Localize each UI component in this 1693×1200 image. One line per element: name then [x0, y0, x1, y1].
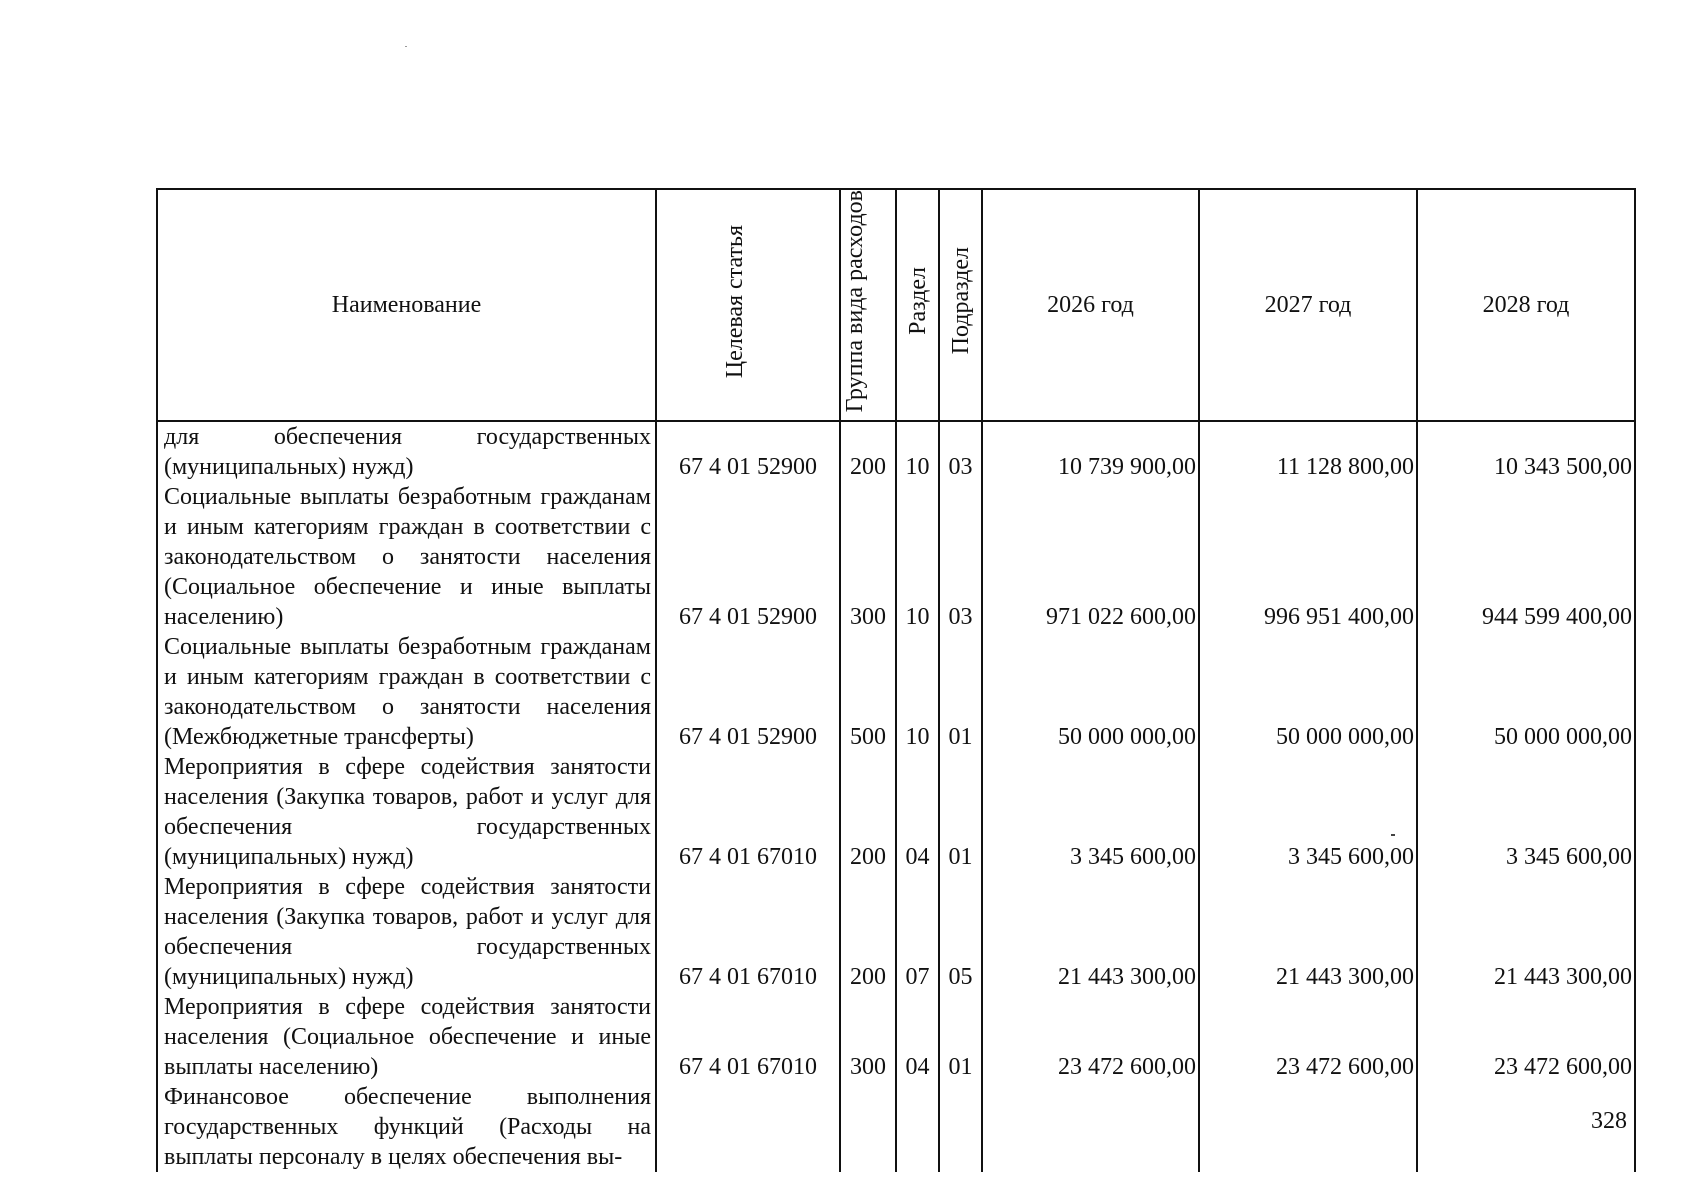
row-amount-2027	[1199, 1082, 1417, 1172]
row-amount-2028: 10 343 500,00	[1417, 421, 1635, 482]
row-expense-group: 200	[840, 752, 896, 872]
table-row	[157, 872, 1635, 992]
row-amount-2026: 21 443 300,00	[982, 872, 1199, 992]
row-amount-2028: 3 345 600,00	[1417, 752, 1635, 872]
header-subsection: Подраздел	[939, 189, 982, 421]
row-subsection: 01	[939, 632, 982, 752]
table-row	[157, 632, 1635, 752]
row-amount-2027: 11 128 800,00	[1199, 421, 1417, 482]
row-section: 04	[896, 992, 939, 1082]
row-amount-2027: 21 443 300,00	[1199, 872, 1417, 992]
budget-table	[156, 188, 1636, 1172]
header-expense-group: Группа вида расходов	[840, 189, 896, 421]
row-amount-2026: 971 022 600,00	[982, 482, 1199, 632]
row-section: 04	[896, 752, 939, 872]
table-row	[157, 992, 1635, 1082]
row-amount-2027: 3 345 600,00	[1199, 752, 1417, 872]
row-name: Мероприятия в сфере содействия занятости населения (Закупка товаров, работ и услуг для обеспечения государственных (муниципальных) нужд)	[157, 872, 656, 992]
row-expense-group: 200	[840, 872, 896, 992]
row-expense-group: 500	[840, 632, 896, 752]
page-number: 328	[1591, 1108, 1627, 1134]
header-2027: 2027 год	[1199, 189, 1417, 421]
row-section: 10	[896, 632, 939, 752]
row-amount-2026: 23 472 600,00	[982, 992, 1199, 1082]
scan-speck	[405, 46, 407, 47]
table-row	[157, 752, 1635, 872]
row-name: Финансовое обеспечение выполнения государственных функций (Расходы на выплаты персоналу в целях обеспечения вы-	[157, 1082, 656, 1172]
header-2026: 2026 год	[982, 189, 1199, 421]
scan-mark	[1391, 834, 1395, 836]
row-target-article: 67 4 01 67010	[656, 872, 840, 992]
row-amount-2026: 50 000 000,00	[982, 632, 1199, 752]
row-amount-2028: 944 599 400,00	[1417, 482, 1635, 632]
row-subsection: 03	[939, 421, 982, 482]
row-target-article: 67 4 01 67010	[656, 752, 840, 872]
row-section: 10	[896, 421, 939, 482]
row-target-article: 67 4 01 52900	[656, 632, 840, 752]
header-2028: 2028 год	[1417, 189, 1635, 421]
row-subsection: 03	[939, 482, 982, 632]
row-subsection	[939, 1082, 982, 1172]
row-amount-2028: 50 000 000,00	[1417, 632, 1635, 752]
table-row	[157, 482, 1635, 632]
row-amount-2028: 23 472 600,00	[1417, 992, 1635, 1082]
row-name: Мероприятия в сфере содействия занятости населения (Социальное обеспечение и иные выплаты населению)	[157, 992, 656, 1082]
row-section: 07	[896, 872, 939, 992]
row-name: Мероприятия в сфере содействия занятости населения (Закупка товаров, работ и услуг для обеспечения государственных (муниципальных) нужд)	[157, 752, 656, 872]
row-subsection: 05	[939, 872, 982, 992]
row-expense-group: 300	[840, 482, 896, 632]
row-amount-2027: 996 951 400,00	[1199, 482, 1417, 632]
row-target-article	[656, 1082, 840, 1172]
table-row-continued	[157, 1082, 1635, 1172]
row-subsection: 01	[939, 752, 982, 872]
row-amount-2026	[982, 1082, 1199, 1172]
row-name: Социальные выплаты безработным гражданам и иным категориям граждан в соответствии с законодательством о занятости населения (Межбюджетные трансферты)	[157, 632, 656, 752]
row-amount-2028: 21 443 300,00	[1417, 872, 1635, 992]
row-amount-2026: 10 739 900,00	[982, 421, 1199, 482]
row-amount-2027: 50 000 000,00	[1199, 632, 1417, 752]
row-amount-2026: 3 345 600,00	[982, 752, 1199, 872]
row-name: Социальные выплаты безработным гражданам и иным категориям граждан в соответствии с законодательством о занятости населения (Социальное обеспечение и иные выплаты населению)	[157, 482, 656, 632]
row-expense-group: 200	[840, 421, 896, 482]
row-target-article: 67 4 01 52900	[656, 421, 840, 482]
table-header-row	[157, 189, 1635, 421]
row-amount-2027: 23 472 600,00	[1199, 992, 1417, 1082]
header-name: Наименование	[157, 189, 656, 421]
row-expense-group	[840, 1082, 896, 1172]
header-section: Раздел	[896, 189, 939, 421]
row-name: для обеспечения государственных (муниципальных) нужд)	[157, 421, 656, 482]
row-target-article: 67 4 01 52900	[656, 482, 840, 632]
row-section: 10	[896, 482, 939, 632]
table-row	[157, 421, 1635, 482]
row-expense-group: 300	[840, 992, 896, 1082]
header-target-article: Целевая статья	[656, 189, 840, 421]
row-section	[896, 1082, 939, 1172]
row-subsection: 01	[939, 992, 982, 1082]
row-target-article: 67 4 01 67010	[656, 992, 840, 1082]
